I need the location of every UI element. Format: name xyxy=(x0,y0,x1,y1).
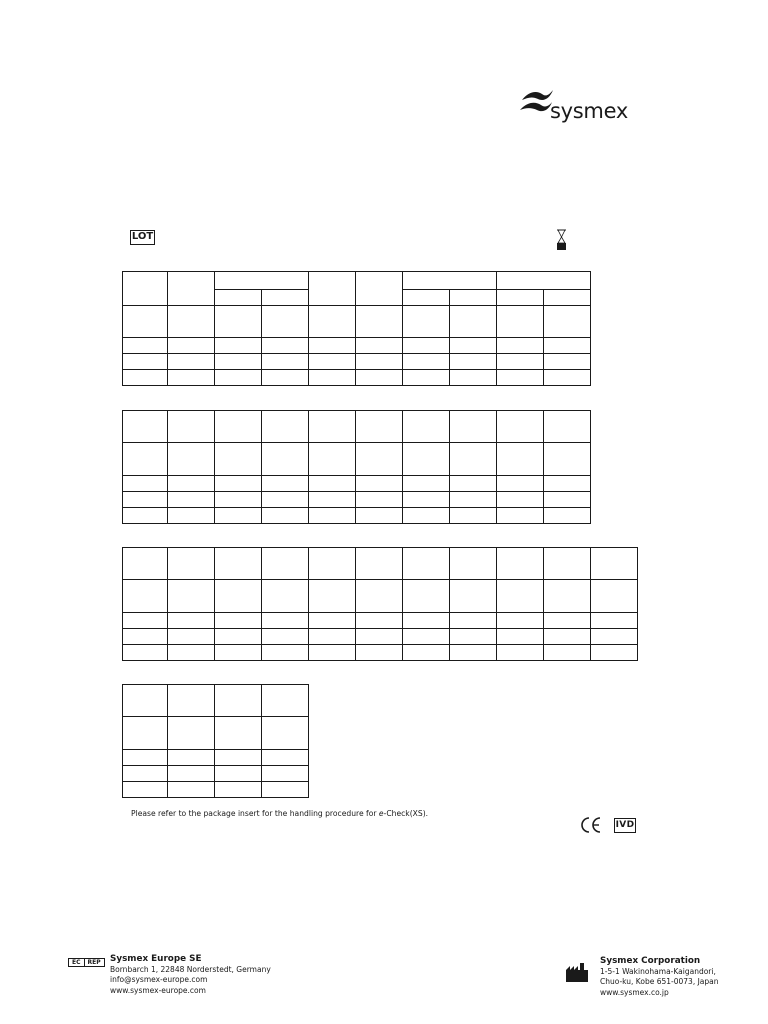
table-row xyxy=(123,443,591,476)
table-row xyxy=(123,338,591,354)
table-cell xyxy=(450,370,497,386)
table-cell xyxy=(450,613,497,629)
table-cell xyxy=(544,548,591,580)
table-cell xyxy=(123,717,168,750)
table-cell xyxy=(356,306,403,338)
table-cell xyxy=(309,272,356,306)
table-cell xyxy=(168,629,215,645)
eu-company-name: Sysmex Europe SE xyxy=(110,954,202,964)
table-cell xyxy=(497,476,544,492)
table-cell xyxy=(123,766,168,782)
sysmex-logo xyxy=(520,86,632,126)
jp-website: www.sysmex.co.jp xyxy=(600,987,669,997)
table-row xyxy=(123,717,309,750)
table-cell xyxy=(168,613,215,629)
jp-city: Chuo-ku, Kobe 651-0073, Japan xyxy=(600,977,719,986)
table-cell xyxy=(262,782,309,798)
brand-wordmark: sysmex xyxy=(550,99,628,123)
table-cell xyxy=(215,766,262,782)
table-cell xyxy=(262,685,309,717)
table-cell xyxy=(356,476,403,492)
table-cell xyxy=(123,354,168,370)
table-cell xyxy=(215,750,262,766)
table-cell xyxy=(215,629,262,645)
table-row xyxy=(123,766,309,782)
table-cell xyxy=(450,580,497,613)
table-cell xyxy=(215,580,262,613)
table-cell xyxy=(168,766,215,782)
table-cell xyxy=(497,580,544,613)
table-row xyxy=(123,782,309,798)
table-cell xyxy=(403,411,450,443)
table-cell xyxy=(123,580,168,613)
table-cell xyxy=(356,354,403,370)
table-cell xyxy=(544,290,591,306)
table-row xyxy=(123,492,591,508)
table-cell xyxy=(123,370,168,386)
table-cell xyxy=(215,370,262,386)
table-cell xyxy=(450,338,497,354)
table-cell xyxy=(215,306,262,338)
table-cell xyxy=(450,443,497,476)
table-cell xyxy=(215,476,262,492)
table-cell xyxy=(123,629,168,645)
jp-street: 1-5-1 Wakinohama-Kaigandori, xyxy=(600,966,716,976)
handling-note xyxy=(131,809,428,818)
table-cell xyxy=(168,306,215,338)
table-cell xyxy=(403,290,450,306)
table-cell xyxy=(497,548,544,580)
table-cell xyxy=(356,508,403,524)
table-cell xyxy=(215,685,262,717)
table-cell xyxy=(309,370,356,386)
table-cell xyxy=(403,476,450,492)
eu-representative-address xyxy=(110,954,271,996)
table-cell xyxy=(403,370,450,386)
table-cell xyxy=(591,613,638,629)
table-cell xyxy=(356,548,403,580)
manufacturer-address xyxy=(600,956,719,998)
table-cell xyxy=(356,370,403,386)
table-cell xyxy=(591,629,638,645)
table-cell xyxy=(262,508,309,524)
table-cell xyxy=(262,476,309,492)
table-cell xyxy=(403,306,450,338)
table-cell xyxy=(356,411,403,443)
table-cell xyxy=(215,272,309,290)
table-cell xyxy=(497,338,544,354)
table-cell xyxy=(168,476,215,492)
table-cell xyxy=(309,306,356,338)
rep-label: REP xyxy=(85,958,105,967)
sysmex-wave-icon xyxy=(520,86,554,116)
table-cell xyxy=(450,508,497,524)
table-cell xyxy=(356,338,403,354)
table-cell xyxy=(356,272,403,306)
hourglass-icon xyxy=(556,229,567,251)
eu-email: info@sysmex-europe.com xyxy=(110,975,208,984)
table-cell xyxy=(403,354,450,370)
table-cell xyxy=(123,548,168,580)
table-cell xyxy=(450,306,497,338)
table-row xyxy=(123,645,638,661)
table-row xyxy=(123,629,638,645)
table-row xyxy=(123,750,309,766)
table-cell xyxy=(215,717,262,750)
table-cell xyxy=(262,354,309,370)
table-cell xyxy=(123,782,168,798)
table-cell xyxy=(450,645,497,661)
table-cell xyxy=(450,354,497,370)
table-cell xyxy=(215,411,262,443)
table-row xyxy=(123,580,638,613)
table-cell xyxy=(497,354,544,370)
table-cell xyxy=(450,290,497,306)
table-cell xyxy=(168,370,215,386)
lot-symbol: LOT xyxy=(130,230,155,245)
table-cell xyxy=(309,580,356,613)
table-cell xyxy=(262,290,309,306)
table-cell xyxy=(497,492,544,508)
table-cell xyxy=(123,411,168,443)
table-cell xyxy=(262,580,309,613)
table-cell xyxy=(497,443,544,476)
table-cell xyxy=(262,492,309,508)
table-cell xyxy=(215,443,262,476)
table-cell xyxy=(262,548,309,580)
table-cell xyxy=(544,338,591,354)
table-cell xyxy=(497,411,544,443)
table-cell xyxy=(262,645,309,661)
table-cell xyxy=(544,443,591,476)
table-cell xyxy=(497,370,544,386)
table-cell xyxy=(168,492,215,508)
table-cell xyxy=(497,306,544,338)
table-cell xyxy=(168,508,215,524)
table-cell xyxy=(591,580,638,613)
table-cell xyxy=(544,580,591,613)
table-cell xyxy=(309,338,356,354)
table-cell xyxy=(591,645,638,661)
table-cell xyxy=(123,443,168,476)
table-cell xyxy=(168,354,215,370)
table-cell xyxy=(123,492,168,508)
table-cell xyxy=(544,354,591,370)
eu-website: www.sysmex-europe.com xyxy=(110,985,206,995)
table-cell xyxy=(262,717,309,750)
table-row xyxy=(123,354,591,370)
table-cell xyxy=(215,645,262,661)
table-cell xyxy=(356,645,403,661)
table-cell xyxy=(123,613,168,629)
table-cell xyxy=(544,492,591,508)
table-header-row xyxy=(123,272,591,290)
table-cell xyxy=(123,645,168,661)
table-cell xyxy=(544,508,591,524)
table-cell xyxy=(497,290,544,306)
table-row xyxy=(123,613,638,629)
table-cell xyxy=(262,306,309,338)
note-italic: e xyxy=(378,809,384,818)
values-table-4 xyxy=(122,684,309,798)
table-cell xyxy=(450,476,497,492)
table-cell xyxy=(309,508,356,524)
table-cell xyxy=(591,548,638,580)
table-cell xyxy=(403,580,450,613)
table-cell xyxy=(215,354,262,370)
table-cell xyxy=(309,613,356,629)
table-cell xyxy=(309,645,356,661)
table-cell xyxy=(450,548,497,580)
values-table-1 xyxy=(122,271,591,386)
table-cell xyxy=(544,370,591,386)
table-cell xyxy=(544,613,591,629)
table-cell xyxy=(403,548,450,580)
table-cell xyxy=(215,613,262,629)
table-cell xyxy=(450,492,497,508)
table-cell xyxy=(168,548,215,580)
table-cell xyxy=(403,443,450,476)
table-cell xyxy=(309,411,356,443)
note-text-end: -Check(XS). xyxy=(383,809,429,818)
table-cell xyxy=(544,645,591,661)
table-cell xyxy=(168,717,215,750)
table-cell xyxy=(497,629,544,645)
table-cell xyxy=(168,272,215,306)
table-cell xyxy=(123,685,168,717)
table-header-row xyxy=(123,685,309,717)
table-cell xyxy=(309,443,356,476)
table-cell xyxy=(309,492,356,508)
ec-rep-symbol xyxy=(68,958,105,967)
table-cell xyxy=(168,443,215,476)
table-cell xyxy=(309,548,356,580)
table-cell xyxy=(262,766,309,782)
table-cell xyxy=(497,645,544,661)
table-cell xyxy=(309,629,356,645)
table-cell xyxy=(544,476,591,492)
table-cell xyxy=(544,629,591,645)
eu-street: Bornbarch 1, 22848 Norderstedt, Germany xyxy=(110,964,271,974)
ec-label: EC xyxy=(68,958,85,967)
ivd-symbol: IVD xyxy=(614,818,636,833)
table-cell xyxy=(168,645,215,661)
table-row xyxy=(123,370,591,386)
table-cell xyxy=(497,272,591,290)
table-cell xyxy=(262,370,309,386)
table-cell xyxy=(403,645,450,661)
table-cell xyxy=(356,443,403,476)
table-cell xyxy=(168,580,215,613)
table-row xyxy=(123,306,591,338)
table-row xyxy=(123,476,591,492)
table-cell xyxy=(123,476,168,492)
table-cell xyxy=(123,750,168,766)
table-cell xyxy=(403,338,450,354)
table-cell xyxy=(356,492,403,508)
factory-icon xyxy=(566,962,588,982)
table-cell xyxy=(215,290,262,306)
table-cell xyxy=(262,629,309,645)
table-cell xyxy=(309,476,356,492)
table-cell xyxy=(168,750,215,766)
table-cell xyxy=(403,272,497,290)
table-cell xyxy=(123,508,168,524)
table-cell xyxy=(403,613,450,629)
table-cell xyxy=(403,492,450,508)
jp-company-name: Sysmex Corporation xyxy=(600,956,701,966)
table-cell xyxy=(356,613,403,629)
table-cell xyxy=(356,580,403,613)
values-table-2 xyxy=(122,410,591,524)
table-cell xyxy=(262,443,309,476)
table-cell xyxy=(123,338,168,354)
table-cell xyxy=(168,338,215,354)
table-cell xyxy=(309,354,356,370)
table-cell xyxy=(123,306,168,338)
table-cell xyxy=(497,508,544,524)
table-cell xyxy=(215,508,262,524)
table-cell xyxy=(262,750,309,766)
table-cell xyxy=(262,411,309,443)
table-cell xyxy=(450,411,497,443)
table-cell xyxy=(168,411,215,443)
table-cell xyxy=(215,492,262,508)
table-cell xyxy=(544,411,591,443)
ce-mark-icon xyxy=(580,816,602,834)
table-cell xyxy=(356,629,403,645)
table-cell xyxy=(123,272,168,306)
table-cell xyxy=(262,338,309,354)
table-cell xyxy=(403,508,450,524)
table-cell xyxy=(450,629,497,645)
table-cell xyxy=(215,782,262,798)
note-text: Please refer to the package insert for the handling procedure for xyxy=(131,809,379,818)
table-cell xyxy=(403,629,450,645)
values-table-3 xyxy=(122,547,638,661)
table-cell xyxy=(168,685,215,717)
table-cell xyxy=(497,613,544,629)
table-cell xyxy=(168,782,215,798)
table-cell xyxy=(262,613,309,629)
table-row xyxy=(123,508,591,524)
table-cell xyxy=(215,338,262,354)
table-cell xyxy=(215,548,262,580)
table-header-row xyxy=(123,548,638,580)
table-cell xyxy=(544,306,591,338)
table-header-row xyxy=(123,411,591,443)
